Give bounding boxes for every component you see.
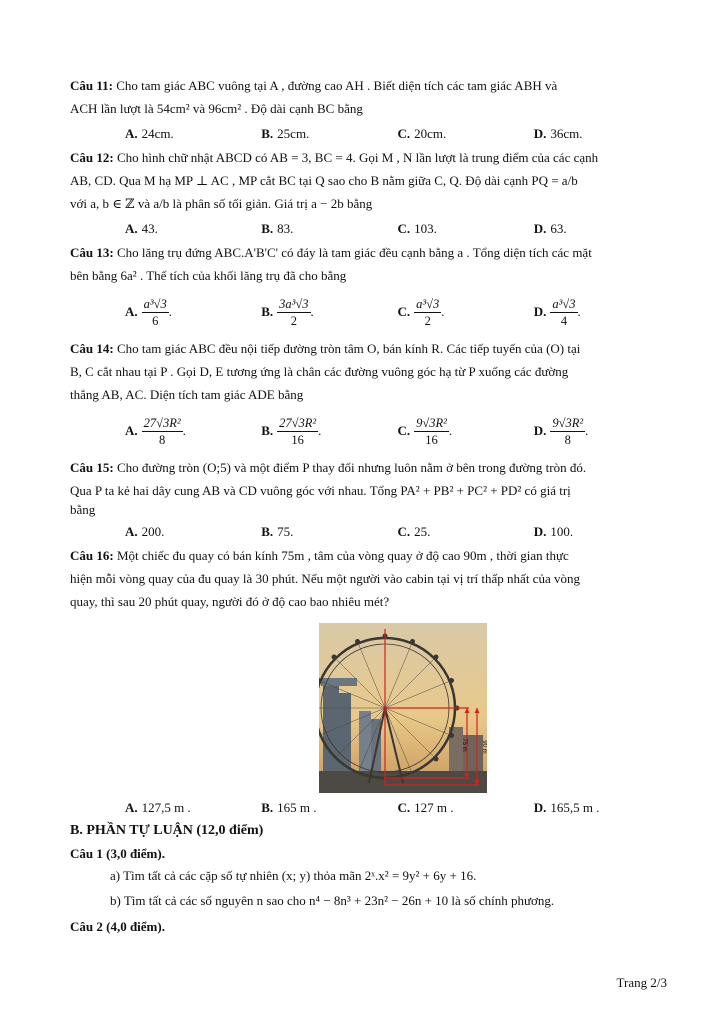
question-15: [70, 456, 670, 518]
question-11: [70, 74, 670, 120]
question-text: hiện mỗi vòng quay của đu quay là 30 phút. Nếu một người vào cabin tại vị trí thấp nhất của vòng: [70, 571, 580, 586]
option-a[interactable]: A. 200.: [125, 524, 165, 539]
question-text: bên bằng 6a² . Thể tích của khối lăng trụ đã cho bằng: [70, 268, 347, 283]
height-label: 90 m: [481, 740, 487, 754]
question-label: Câu 14:: [70, 341, 114, 356]
question-14: [70, 337, 670, 406]
option-b[interactable]: B. 165 m .: [261, 800, 317, 815]
question-text: Một chiếc đu quay có bán kính 75m , tâm của vòng quay ở độ cao 90m , thời gian thực: [116, 548, 569, 563]
option-a[interactable]: A. 127,5 m .: [125, 800, 191, 815]
answer-options: [70, 523, 670, 541]
page-number: Trang 2/3: [616, 975, 667, 990]
option-c[interactable]: C. 103.: [397, 221, 437, 236]
question-text: thẳng AB, AC. Diện tích tam giác ADE bằng: [70, 387, 304, 402]
ferris-wheel-illustration: [319, 623, 487, 793]
option-c[interactable]: C. $\frac{\text{9√3R²}}{16}$ .: [397, 416, 453, 447]
option-c[interactable]: C. $\frac{\text{a³√3}}{2}$ .: [397, 297, 445, 328]
question-text: với a, b ∈ ℤ và a/b là phân số tối giản. Giá trị a − 2b bằng: [70, 196, 373, 211]
question-1b: b) Tìm tất cả các số nguyên n sao cho n⁴ − 8n³ + 23n² − 26n + 10 là số chính phương.: [110, 893, 555, 908]
question-text: AB, CD. Qua M hạ MP ⊥ AC , MP cắt BC tại Q sao cho B nằm giữa C, Q. Độ dài cạnh PQ = a/b: [70, 173, 578, 188]
question-text: quay, thì sau 20 phút quay, người đó ở độ cao bao nhiêu mét?: [70, 594, 390, 609]
question-text: B, C cắt nhau tại P . Gọi D, E tương ứng là chân các đường vuông góc hạ từ P xuống các đường: [70, 364, 569, 379]
question-text: Cho tam giác ABC đều nội tiếp đường tròn tâm O, bán kính R. Các tiếp tuyến của (O) tại: [116, 341, 581, 356]
option-b[interactable]: B. 83.: [261, 221, 294, 236]
question-label: Câu 16:: [70, 548, 114, 563]
option-c[interactable]: C. 20cm.: [397, 126, 447, 141]
question-text: Cho hình chữ nhật ABCD có AB = 3, BC = 4. Gọi M , N lần lượt là trung điểm của các cạnh: [116, 150, 599, 165]
radius-label: 75 m: [461, 738, 467, 752]
option-b[interactable]: B. 25cm.: [261, 126, 310, 141]
option-d[interactable]: D. 36cm.: [533, 126, 583, 141]
question-1a: a) Tìm tất cả các cặp số tự nhiên (x; y) thỏa mãn 2ˣ.x² = 9y² + 6y + 16.: [110, 868, 477, 883]
question-text: Qua P ta kẻ hai dây cung AB và CD vuông góc với nhau. Tổng PA² + PB² + PC² + PD² có giá trị: [70, 483, 571, 498]
option-d[interactable]: D. 63.: [533, 221, 567, 236]
option-a[interactable]: A. 24cm.: [125, 126, 174, 141]
option-a[interactable]: A. 43.: [125, 221, 158, 236]
option-b[interactable]: B. $\frac{\text{27√3R²}}{16}$ .: [261, 416, 322, 447]
question-16: [70, 544, 670, 613]
option-b[interactable]: B. $\frac{\text{3a³√3}}{2}$ .: [261, 297, 314, 328]
answer-options: [70, 411, 670, 453]
question-text: ACH lần lượt là 54cm² và 96cm² . Độ dài cạnh BC bằng: [70, 101, 363, 116]
answer-options: [70, 292, 670, 334]
answer-options: [70, 220, 670, 238]
option-b[interactable]: B. 75.: [261, 524, 294, 539]
question-12: [70, 146, 670, 215]
option-c[interactable]: C. 127 m .: [397, 800, 454, 815]
option-d[interactable]: D. 100.: [533, 524, 574, 539]
question-1-title: Câu 1 (3,0 điểm).: [70, 846, 165, 861]
option-d[interactable]: D. 165,5 m .: [533, 800, 600, 815]
question-label: Câu 15:: [70, 460, 114, 475]
option-c[interactable]: C. 25.: [397, 524, 431, 539]
answer-options: [70, 125, 670, 143]
question-text: Cho tam giác ABC vuông tại A , đường cao AH . Biết diện tích các tam giác ABH và: [116, 78, 558, 93]
option-d[interactable]: D. $\frac{\text{9√3R²}}{8}$ .: [533, 416, 589, 447]
question-text: bằng: [70, 502, 96, 517]
question-label: Câu 12:: [70, 150, 114, 165]
option-d[interactable]: D. $\frac{\text{a³√3}}{4}$ .: [533, 297, 581, 328]
option-a[interactable]: A. $\frac{\text{a³√3}}{6}$ .: [125, 297, 172, 328]
exam-page: [70, 74, 670, 936]
question-2-title: Câu 2 (4,0 điểm).: [70, 919, 165, 934]
question-text: Cho lăng trụ đứng ABC.A'B'C' có đáy là tam giác đều cạnh bằng a . Tổng diện tích các mặt: [116, 245, 592, 260]
question-text: Cho đường tròn (O;5) và một điểm P thay đổi nhưng luôn nằm ở bên trong đường tròn đó.: [116, 460, 587, 475]
option-a[interactable]: A. $\frac{\text{27√3R²}}{8}$ .: [125, 416, 186, 447]
ferris-wheel-figure: [319, 623, 487, 793]
question-13: [70, 241, 670, 287]
question-label: Câu 13:: [70, 245, 114, 260]
section-title: B. PHẦN TỰ LUẬN (12,0 điểm): [70, 823, 264, 838]
question-label: Câu 11:: [70, 78, 113, 93]
answer-options: [70, 799, 670, 817]
